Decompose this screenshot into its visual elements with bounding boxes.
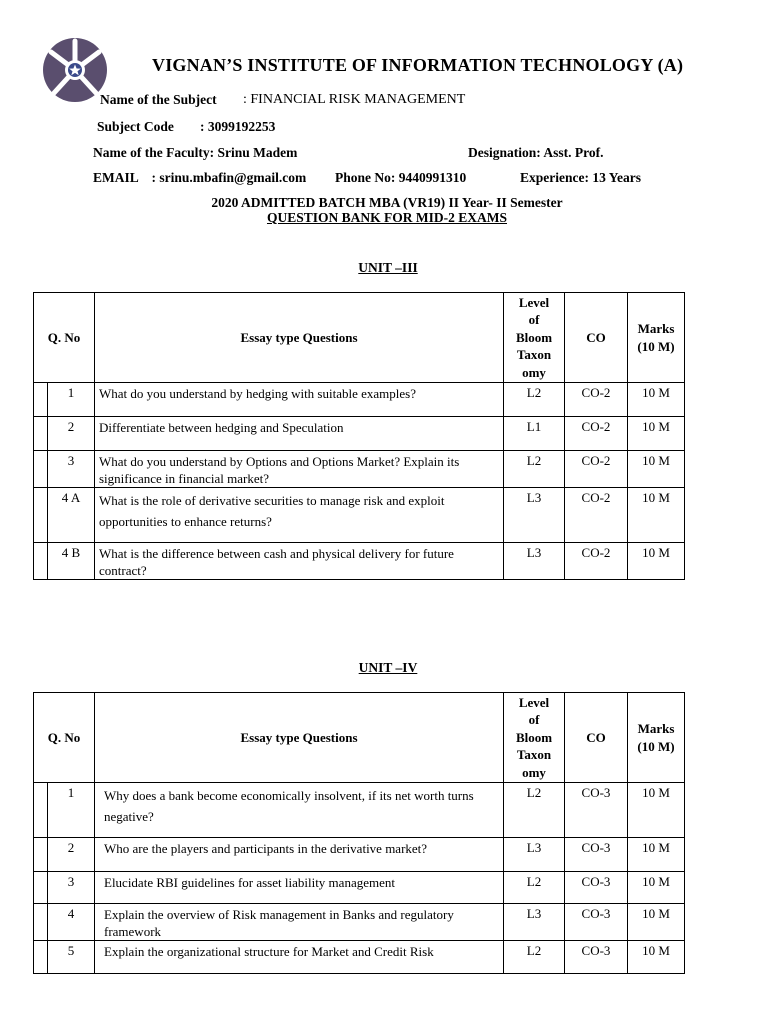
question-number: 4 xyxy=(48,904,95,941)
question-number: 1 xyxy=(48,383,95,417)
unit-3-title: UNIT –III xyxy=(358,260,418,275)
essay-header: Essay type Questions xyxy=(95,293,504,383)
institute-logo xyxy=(42,37,108,103)
bloom-level: L2 xyxy=(504,783,565,838)
institute-name: VIGNAN’S INSTITUTE OF INFORMATION TECHNOLOGY (A) xyxy=(152,55,684,75)
question-number: 2 xyxy=(48,417,95,451)
table-row xyxy=(34,383,685,417)
question-text: Explain the organizational structure for Market and Credit Risk xyxy=(95,941,504,974)
course-outcome: CO-2 xyxy=(565,383,628,417)
essay-header: Essay type Questions xyxy=(95,693,504,783)
unit-3-table xyxy=(33,292,685,580)
question-text: Who are the players and participants in the derivative market? xyxy=(95,838,504,872)
designation: Designation: Asst. Prof. xyxy=(468,145,604,160)
subject-value: : FINANCIAL RISK MANAGEMENT xyxy=(243,92,466,107)
question-text: What is the role of derivative securities to manage risk and exploit opportunities to enhance returns? xyxy=(95,488,504,543)
table-row xyxy=(34,488,685,543)
batch-info: 2020 ADMITTED BATCH MBA (VR19) II Year- II Semester xyxy=(211,195,563,210)
course-outcome: CO-2 xyxy=(565,488,628,543)
question-number: 4 A xyxy=(48,488,95,543)
course-outcome: CO-3 xyxy=(565,783,628,838)
table-row xyxy=(34,904,685,941)
experience: Experience: 13 Years xyxy=(520,170,641,185)
table-row xyxy=(34,543,685,580)
question-text: What is the difference between cash and physical delivery for future contract? xyxy=(95,543,504,580)
course-outcome: CO-2 xyxy=(565,417,628,451)
bloom-level: L1 xyxy=(504,417,565,451)
course-outcome: CO-2 xyxy=(565,543,628,580)
qno-header: Q. No xyxy=(34,293,95,383)
question-number: 3 xyxy=(48,872,95,904)
email: EMAIL : srinu.mbafin@gmail.com xyxy=(93,170,307,185)
level-header: Level of Bloom Taxon omy xyxy=(504,693,565,783)
marks: 10 M xyxy=(628,904,685,941)
course-outcome: CO-3 xyxy=(565,872,628,904)
marks: 10 M xyxy=(628,383,685,417)
bloom-level: L3 xyxy=(504,838,565,872)
bloom-level: L3 xyxy=(504,488,565,543)
table-row xyxy=(34,838,685,872)
marks: 10 M xyxy=(628,451,685,488)
marks: 10 M xyxy=(628,543,685,580)
subject-label: Name of the Subject xyxy=(100,92,217,107)
bloom-level: L3 xyxy=(504,543,565,580)
question-number: 1 xyxy=(48,783,95,838)
marks: 10 M xyxy=(628,417,685,451)
question-text: Elucidate RBI guidelines for asset liability management xyxy=(95,872,504,904)
question-number: 2 xyxy=(48,838,95,872)
marks: 10 M xyxy=(628,783,685,838)
marks: 10 M xyxy=(628,488,685,543)
marks-header: Marks (10 M) xyxy=(628,293,685,383)
unit-4-title: UNIT –IV xyxy=(358,660,418,675)
faculty-name: Name of the Faculty: Srinu Madem xyxy=(93,145,298,160)
level-header: Level of Bloom Taxon omy xyxy=(504,293,565,383)
code-label: Subject Code xyxy=(97,119,174,134)
marks: 10 M xyxy=(628,941,685,974)
unit-4-table xyxy=(33,692,685,974)
question-number: 4 B xyxy=(48,543,95,580)
question-text: What do you understand by Options and Options Market? Explain its significance in financial market? xyxy=(95,451,504,488)
marks-header: Marks (10 M) xyxy=(628,693,685,783)
bloom-level: L2 xyxy=(504,872,565,904)
bloom-level: L3 xyxy=(504,904,565,941)
table-row xyxy=(34,872,685,904)
marks: 10 M xyxy=(628,838,685,872)
code-value: : 3099192253 xyxy=(200,119,276,134)
table-row xyxy=(34,783,685,838)
question-text: Why does a bank become economically insolvent, if its net worth turns negative? xyxy=(95,783,504,838)
phone: Phone No: 9440991310 xyxy=(335,170,467,185)
question-text: Explain the overview of Risk management in Banks and regulatory framework xyxy=(95,904,504,941)
table-row xyxy=(34,451,685,488)
question-text: What do you understand by hedging with suitable examples? xyxy=(95,383,504,417)
marks: 10 M xyxy=(628,872,685,904)
question-number: 5 xyxy=(48,941,95,974)
qno-header: Q. No xyxy=(34,693,95,783)
course-outcome: CO-3 xyxy=(565,838,628,872)
course-outcome: CO-2 xyxy=(565,451,628,488)
course-outcome: CO-3 xyxy=(565,941,628,974)
table-row xyxy=(34,417,685,451)
question-text: Differentiate between hedging and Speculation xyxy=(95,417,504,451)
bloom-level: L2 xyxy=(504,451,565,488)
table-header-row xyxy=(34,693,685,783)
co-header: CO xyxy=(565,293,628,383)
question-number: 3 xyxy=(48,451,95,488)
course-outcome: CO-3 xyxy=(565,904,628,941)
bloom-level: L2 xyxy=(504,941,565,974)
table-header-row xyxy=(34,293,685,383)
co-header: CO xyxy=(565,693,628,783)
question-bank-title: QUESTION BANK FOR MID-2 EXAMS xyxy=(266,210,507,225)
table-row xyxy=(34,941,685,974)
bloom-level: L2 xyxy=(504,383,565,417)
